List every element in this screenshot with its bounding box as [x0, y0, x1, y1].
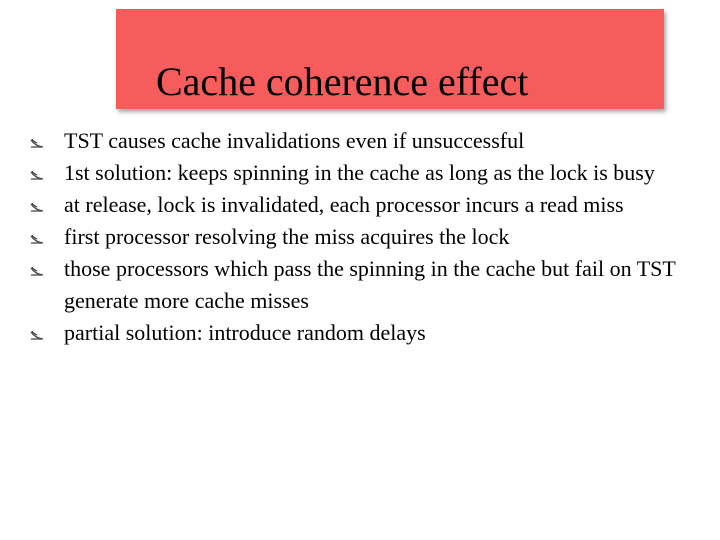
bullet-item: [30, 189, 680, 221]
bullet-text: TST causes cache invalidations even if unsuccessful: [64, 128, 525, 153]
bullet-text: at release, lock is invalidated, each processor incurs a read miss: [64, 192, 624, 217]
bullet-text: first processor resolving the miss acquires the lock: [64, 224, 510, 249]
bullet-item: [30, 221, 680, 253]
wavy-bullet-icon: [30, 329, 44, 343]
wavy-bullet-icon: [30, 265, 44, 279]
bullet-item: [30, 157, 680, 189]
wavy-bullet-icon: [30, 201, 44, 215]
bullet-item: [30, 125, 680, 157]
bullet-text: 1st solution: keeps spinning in the cache as long as the lock is busy: [64, 160, 655, 185]
slide-title: Cache coherence effect: [156, 59, 529, 104]
bullet-text: those processors which pass the spinning in the cache but fail on TST generate more cache misses: [64, 256, 676, 313]
bullet-list: [30, 125, 680, 349]
bullet-item: [30, 253, 680, 317]
bullet-item: [30, 317, 680, 349]
wavy-bullet-icon: [30, 233, 44, 247]
wavy-bullet-icon: [30, 137, 44, 151]
bullet-text: partial solution: introduce random delays: [64, 320, 426, 345]
wavy-bullet-icon: [30, 169, 44, 183]
